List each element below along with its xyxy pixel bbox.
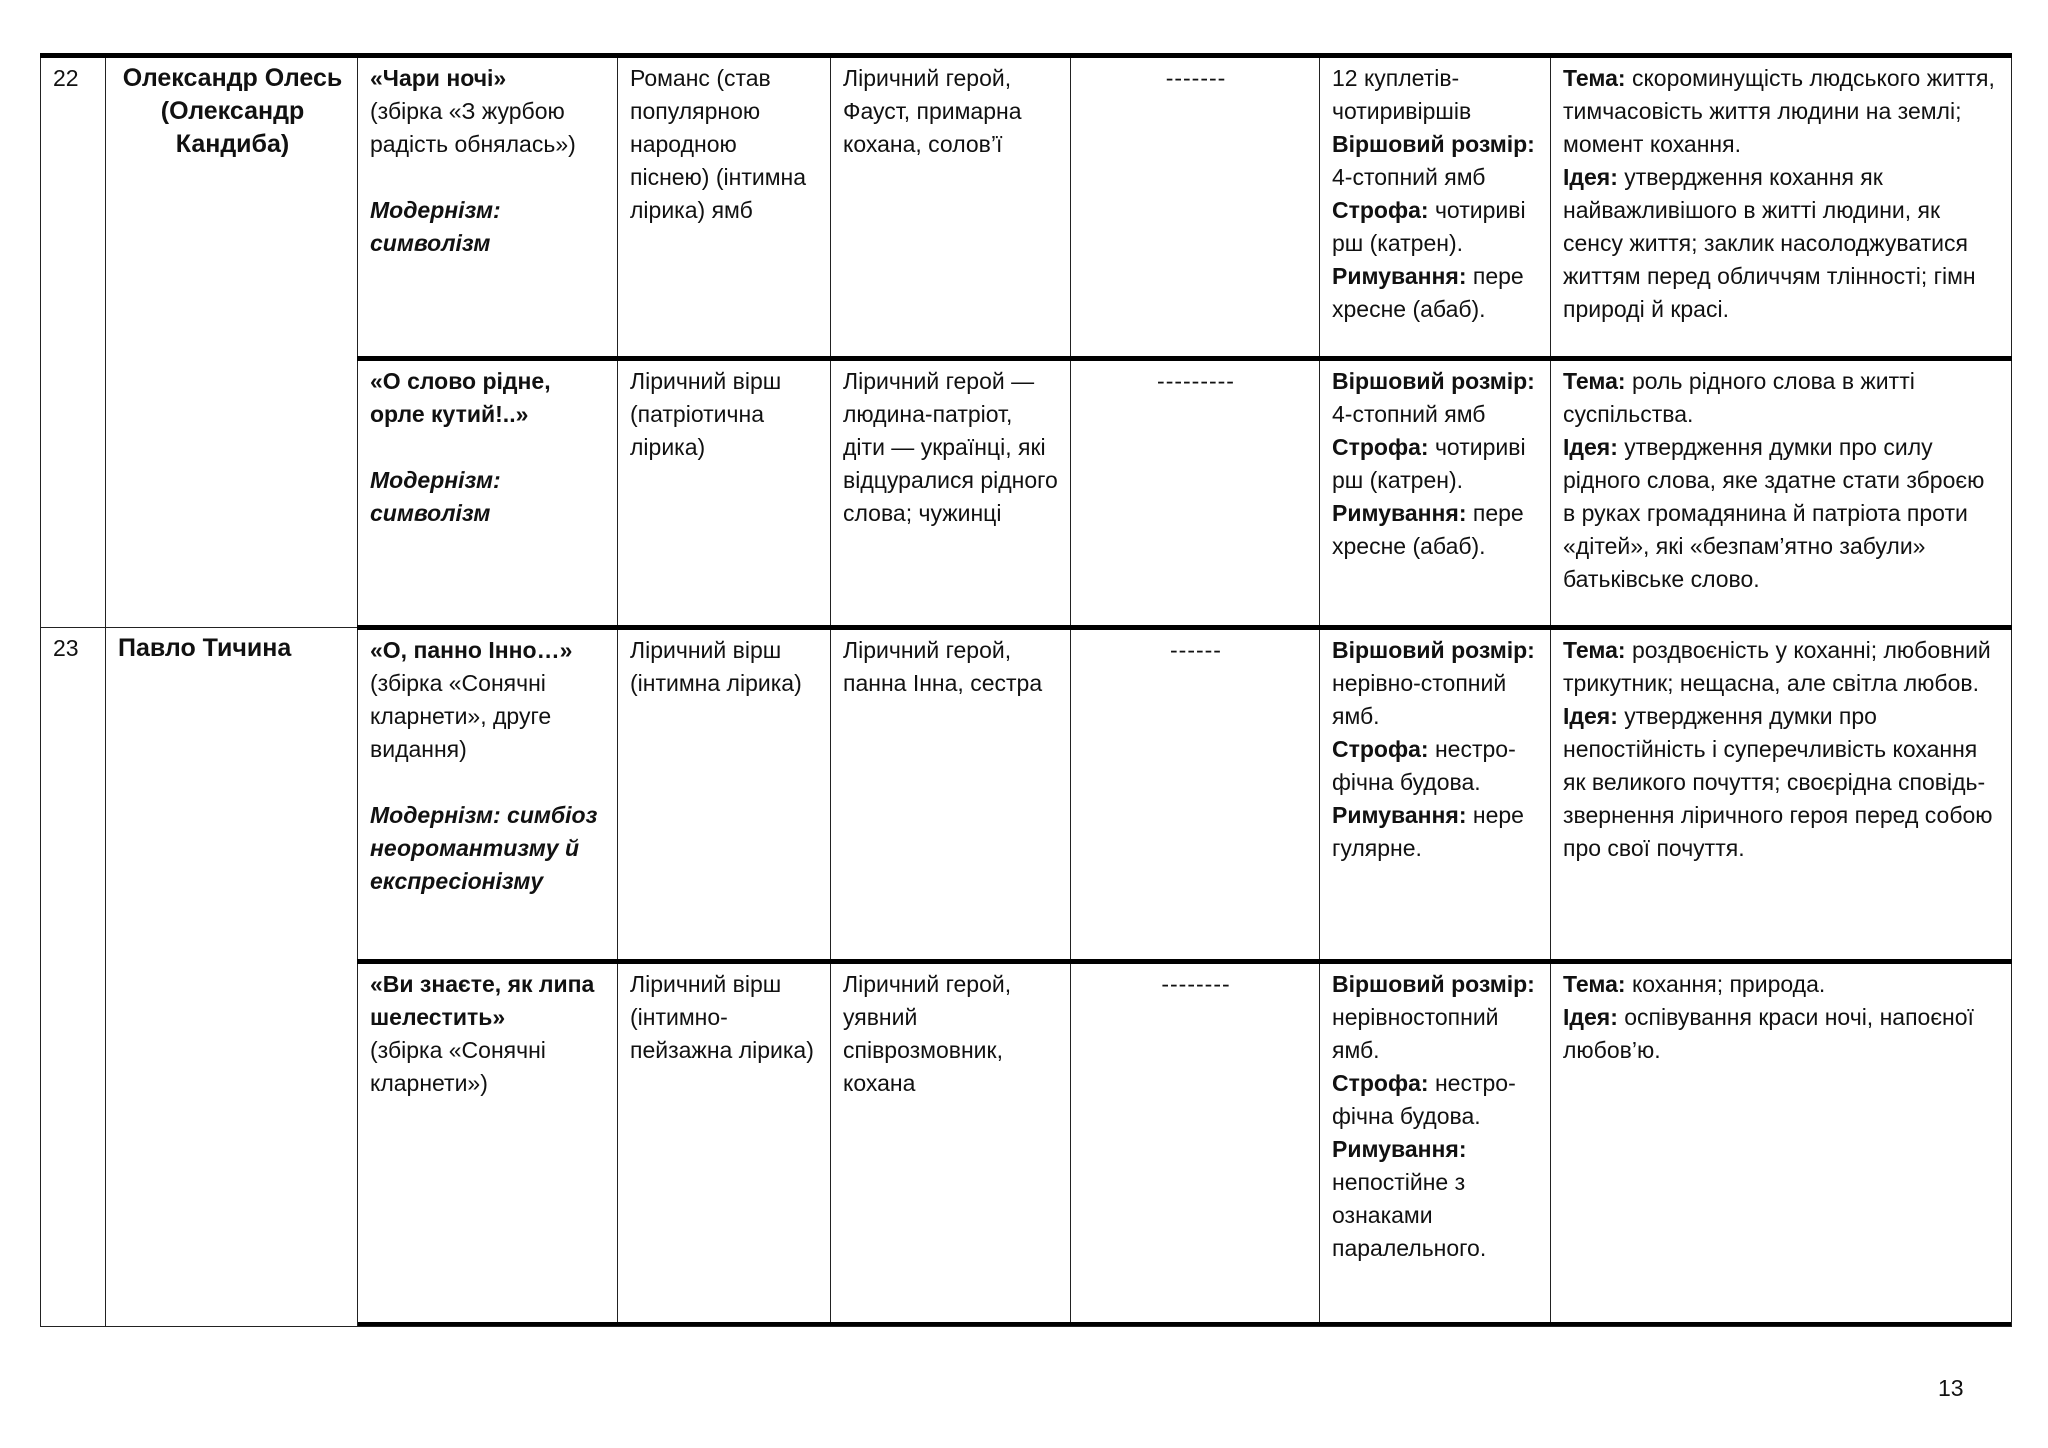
work-source: (збірка «Сонячні кларнети») <box>370 1037 546 1096</box>
theme-idea-cell <box>1551 56 2012 359</box>
verse-label: Строфа: <box>1332 1070 1429 1096</box>
verse-text: нерівно-стопний ямб. <box>1332 670 1507 729</box>
page-number: 13 <box>1938 1375 1964 1401</box>
theme-text: кохання; природа. <box>1631 971 1826 997</box>
verse-text: пере хресне (абаб). <box>1332 500 1524 559</box>
table-row <box>41 56 2012 359</box>
verse-text: непостійне з ознаками паралельного. <box>1332 1169 1487 1261</box>
verse-label: Римування: <box>1332 263 1467 289</box>
verse-cell <box>1320 962 1551 1327</box>
work-title: «О слово рідне, орле кутий!..» <box>370 368 551 427</box>
work-style: Модернізм: символізм <box>370 197 501 256</box>
table-row <box>41 628 2012 962</box>
dash-cell: ------ <box>1071 628 1320 962</box>
verse-label: Строфа: <box>1332 736 1429 762</box>
verse-cell <box>1320 56 1551 359</box>
literature-table <box>40 53 2012 1327</box>
characters-cell: Ліричний герой, панна Інна, сестра <box>831 628 1071 962</box>
theme-text: роздвоєність у коханні; любовний трикутник; нещасна, але світла любов. <box>1563 637 1991 696</box>
verse-label: Римування: <box>1332 1136 1467 1162</box>
theme-label: Тема: <box>1563 637 1626 663</box>
author-name: Павло Тичина <box>106 628 358 1327</box>
work-title: «О, панно Інно…» <box>370 637 573 663</box>
work-style: Модернізм: симбіоз неоромантизму й експресіонізму <box>370 802 598 894</box>
work-cell <box>358 359 618 628</box>
literature-table-page <box>40 53 2012 1327</box>
idea-text: утвердження кохання як найважливішого в житті людини, як сенсу життя; заклик насолоджуватися життям перед обличчям тлінності; гімн природі й красі. <box>1563 164 1976 322</box>
row-number: 23 <box>41 628 106 1327</box>
idea-label: Ідея: <box>1563 1004 1618 1030</box>
work-source: (збірка «Сонячні кларнети», друге видання) <box>370 670 552 762</box>
work-cell <box>358 962 618 1327</box>
theme-idea-cell <box>1551 962 2012 1327</box>
row-number: 22 <box>41 56 106 628</box>
dash-cell: --------- <box>1071 359 1320 628</box>
table-bottom-rule <box>358 1322 2011 1326</box>
characters-cell: Ліричний герой, уявний співрозмовник, кохана <box>831 962 1071 1327</box>
idea-text: утвердження думки про непостійність і суперечливість кохання як великого почуття; своєрідна сповідь-звернення ліричного героя перед собою про свої почуття. <box>1563 703 1993 861</box>
theme-label: Тема: <box>1563 65 1626 91</box>
verse-text: 4-стопний ямб <box>1332 401 1486 427</box>
theme-label: Тема: <box>1563 368 1626 394</box>
verse-label: Віршовий розмір: <box>1332 971 1535 997</box>
verse-label: Римування: <box>1332 802 1467 828</box>
theme-text: роль рідного слова в житті суспільства. <box>1563 368 1915 427</box>
verse-text: 4-стопний ямб <box>1332 164 1486 190</box>
author-name: Олександр Олесь (Олександр Кандиба) <box>106 56 358 628</box>
idea-text: утвердження думки про силу рідного слова, яке здатне стати зброєю в руках громадянина й патріота проти «дітей», які «безпам’ятно забули» батьківське слово. <box>1563 434 1985 592</box>
work-title: «Чари ночі» <box>370 65 507 91</box>
idea-label: Ідея: <box>1563 164 1618 190</box>
theme-label: Тема: <box>1563 971 1626 997</box>
verse-label: Строфа: <box>1332 434 1429 460</box>
verse-text: нестро-фічна будова. <box>1332 1070 1516 1129</box>
theme-idea-cell <box>1551 628 2012 962</box>
verse-cell <box>1320 628 1551 962</box>
theme-text: скороминущість людського життя, тимчасовість життя людини на землі; момент кохання. <box>1563 65 1995 157</box>
verse-text: пере хресне (абаб). <box>1332 263 1524 322</box>
verse-text: нерівностопний ямб. <box>1332 1004 1499 1063</box>
verse-label: Віршовий розмір: <box>1332 637 1535 663</box>
verse-label: Віршовий розмір: <box>1332 368 1535 394</box>
dash-cell: -------- <box>1071 962 1320 1327</box>
characters-cell: Ліричний герой — людина-патріот, діти — українці, які відцуралися рідного слова; чужинці <box>831 359 1071 628</box>
verse-text: чотириві рш (катрен). <box>1332 197 1526 256</box>
verse-text: нестро-фічна будова. <box>1332 736 1516 795</box>
verse-intro: 12 куплетів-чотиривіршів <box>1332 65 1472 124</box>
work-title: «Ви знаєте, як липа шелестить» <box>370 971 595 1030</box>
verse-label: Віршовий розмір: <box>1332 131 1535 157</box>
verse-cell <box>1320 359 1551 628</box>
theme-idea-cell <box>1551 359 2012 628</box>
work-source: (збірка «З журбою радість обнялась») <box>370 98 576 157</box>
idea-label: Ідея: <box>1563 703 1618 729</box>
work-style: Модернізм: символізм <box>370 467 501 526</box>
verse-label: Римування: <box>1332 500 1467 526</box>
genre-cell: Романс (став популярною народною піснею) (інтимна лірика) ямб <box>618 56 831 359</box>
verse-text: чотириві рш (катрен). <box>1332 434 1526 493</box>
verse-label: Строфа: <box>1332 197 1429 223</box>
work-cell <box>358 628 618 962</box>
idea-label: Ідея: <box>1563 434 1618 460</box>
genre-cell: Ліричний вірш (інтимна лірика) <box>618 628 831 962</box>
characters-cell: Ліричний герой, Фауст, примарна кохана, солов’ї <box>831 56 1071 359</box>
genre-cell: Ліричний вірш (патріотична лірика) <box>618 359 831 628</box>
verse-text: нере гулярне. <box>1332 802 1524 861</box>
dash-cell: ------- <box>1071 56 1320 359</box>
genre-cell: Ліричний вірш (інтимно-пейзажна лірика) <box>618 962 831 1327</box>
work-cell <box>358 56 618 359</box>
idea-text: оспівування краси ночі, напоєної любов’ю. <box>1563 1004 1974 1063</box>
